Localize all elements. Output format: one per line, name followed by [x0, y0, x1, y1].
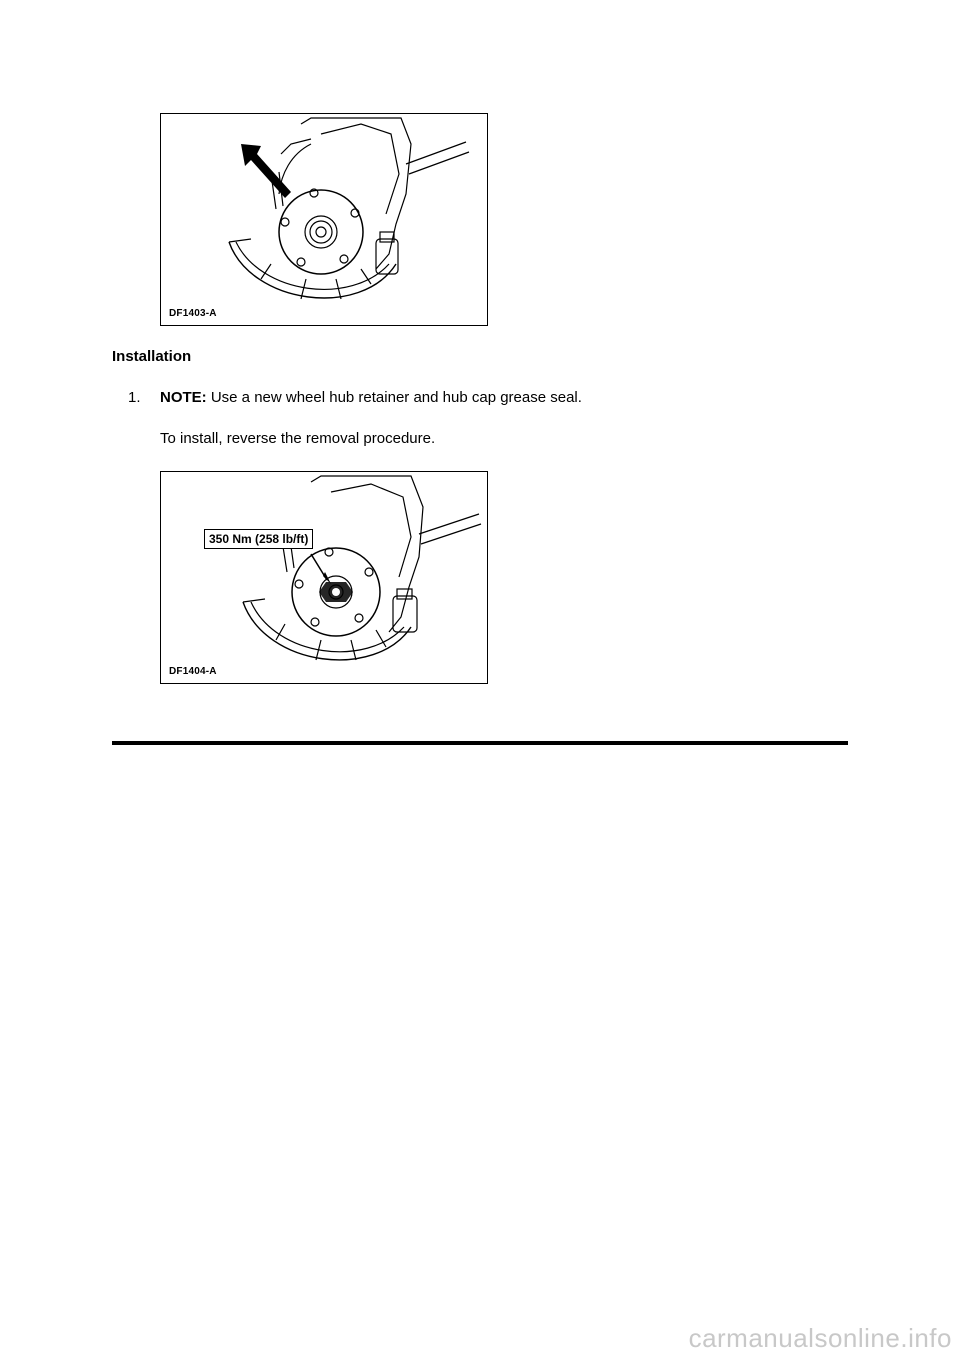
figure-code: DF1404-A	[169, 666, 217, 677]
step-note	[160, 389, 582, 406]
section-heading: Installation	[112, 348, 192, 365]
hub-installation-illustration	[161, 472, 487, 683]
note-label: NOTE:	[160, 389, 207, 406]
note-text: Use a new wheel hub retainer and hub cap grease seal.	[206, 389, 582, 406]
figure-hub-installation	[160, 471, 488, 684]
watermark: carmanualsonline.info	[688, 1323, 952, 1353]
torque-spec-label: 350 Nm (258 lb/ft)	[204, 529, 313, 549]
step-number: 1.	[128, 389, 141, 406]
step-instruction: To install, reverse the removal procedure.	[160, 430, 436, 447]
figure-code: DF1403-A	[169, 308, 217, 319]
section-divider	[112, 741, 848, 745]
figure-hub-removal	[160, 113, 488, 326]
hub-removal-illustration	[161, 114, 487, 325]
